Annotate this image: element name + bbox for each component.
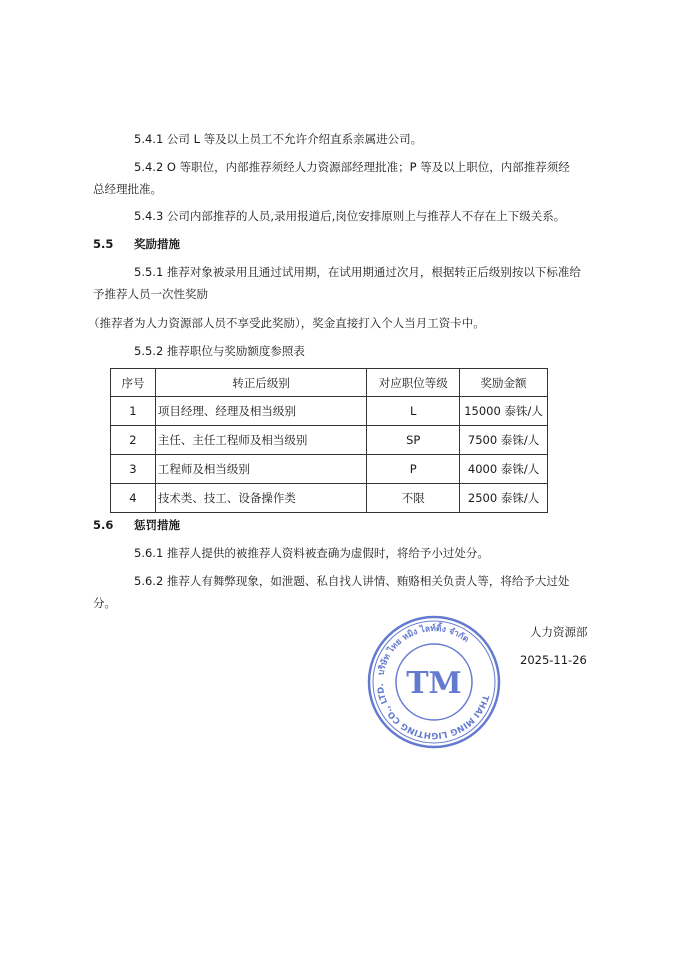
clause-5-4-1: 5.4.1 公司 L 等及以上员工不允许介绍直系亲属进公司。 <box>134 132 423 146</box>
reward-reference-table <box>110 368 548 513</box>
clause-5-5-1-line3: （推荐者为人力资源部人员不享受此奖励），奖金直接打入个人当月工资卡中。 <box>88 316 485 330</box>
table-cell: 工程师及相当级别 <box>155 455 366 484</box>
table-cell: 4 <box>111 484 156 513</box>
section-5-5-title: 奖励措施 <box>134 237 180 251</box>
table-cell: 主任、主任工程师及相当级别 <box>155 426 366 455</box>
table-row <box>111 484 548 513</box>
table-cell: 7500 泰铢/人 <box>460 426 548 455</box>
section-5-6-title: 惩罚措施 <box>134 518 180 532</box>
clause-5-4-2-line2: 总经理批准。 <box>93 182 162 196</box>
company-seal <box>365 613 503 751</box>
clause-5-6-2-line1: 5.6.2 推荐人有舞弊现象，如泄题、私自找人讲情、贿赂相关负责人等，将给予大过处 <box>134 574 570 588</box>
table-cell: 项目经理、经理及相当级别 <box>155 397 366 426</box>
table-header-cell: 序号 <box>111 369 156 397</box>
seal-english-text: THAI MING LIGHTING CO., LTD. <box>375 682 491 741</box>
seal-monogram: TM <box>406 666 462 701</box>
table-cell: 15000 泰铢/人 <box>460 397 548 426</box>
clause-5-4-3: 5.4.3 公司内部推荐的人员,录用报道后,岗位安排原则上与推荐人不存在上下级关系。 <box>134 209 566 223</box>
section-5-5-number: 5.5 <box>93 237 114 251</box>
table-row <box>111 426 548 455</box>
table-header-cell: 对应职位等级 <box>367 369 460 397</box>
table-cell: 2 <box>111 426 156 455</box>
clause-5-5-2: 5.5.2 推荐职位与奖励额度参照表 <box>134 344 305 358</box>
table-header-cell: 转正后级别 <box>155 369 366 397</box>
table-row <box>111 397 548 426</box>
table-header-row <box>111 369 548 397</box>
signature-department: 人力资源部 <box>530 625 588 639</box>
clause-5-4-2-line1: 5.4.2 O 等职位，内部推荐须经人力资源部经理批准；P 等及以上职位，内部推荐须经 <box>134 160 570 174</box>
table-cell: SP <box>367 426 460 455</box>
seal-thai-text: บริษัท ไทย หมิง ไลท์ติ้ง จำกัด <box>376 623 471 677</box>
table-row <box>111 455 548 484</box>
table-cell: 4000 泰铢/人 <box>460 455 548 484</box>
table-cell: 2500 泰铢/人 <box>460 484 548 513</box>
clause-5-5-1-line1: 5.5.1 推荐对象被录用且通过试用期，在试用期通过次月，根据转正后级别按以下标准给 <box>134 265 581 279</box>
table-cell: 1 <box>111 397 156 426</box>
table-cell: 技术类、技工、设备操作类 <box>155 484 366 513</box>
clause-5-6-2-line2: 分。 <box>93 596 116 610</box>
table-cell: L <box>367 397 460 426</box>
clause-5-6-1: 5.6.1 推荐人提供的被推荐人资料被查确为虚假时，将给予小过处分。 <box>134 546 489 560</box>
table-cell: 不限 <box>367 484 460 513</box>
signature-date: 2025-11-26 <box>520 653 587 667</box>
section-5-6-number: 5.6 <box>93 518 114 532</box>
clause-5-5-1-line2: 予推荐人员一次性奖励 <box>93 287 208 301</box>
table-header-cell: 奖励金额 <box>460 369 548 397</box>
table-cell: P <box>367 455 460 484</box>
table-cell: 3 <box>111 455 156 484</box>
